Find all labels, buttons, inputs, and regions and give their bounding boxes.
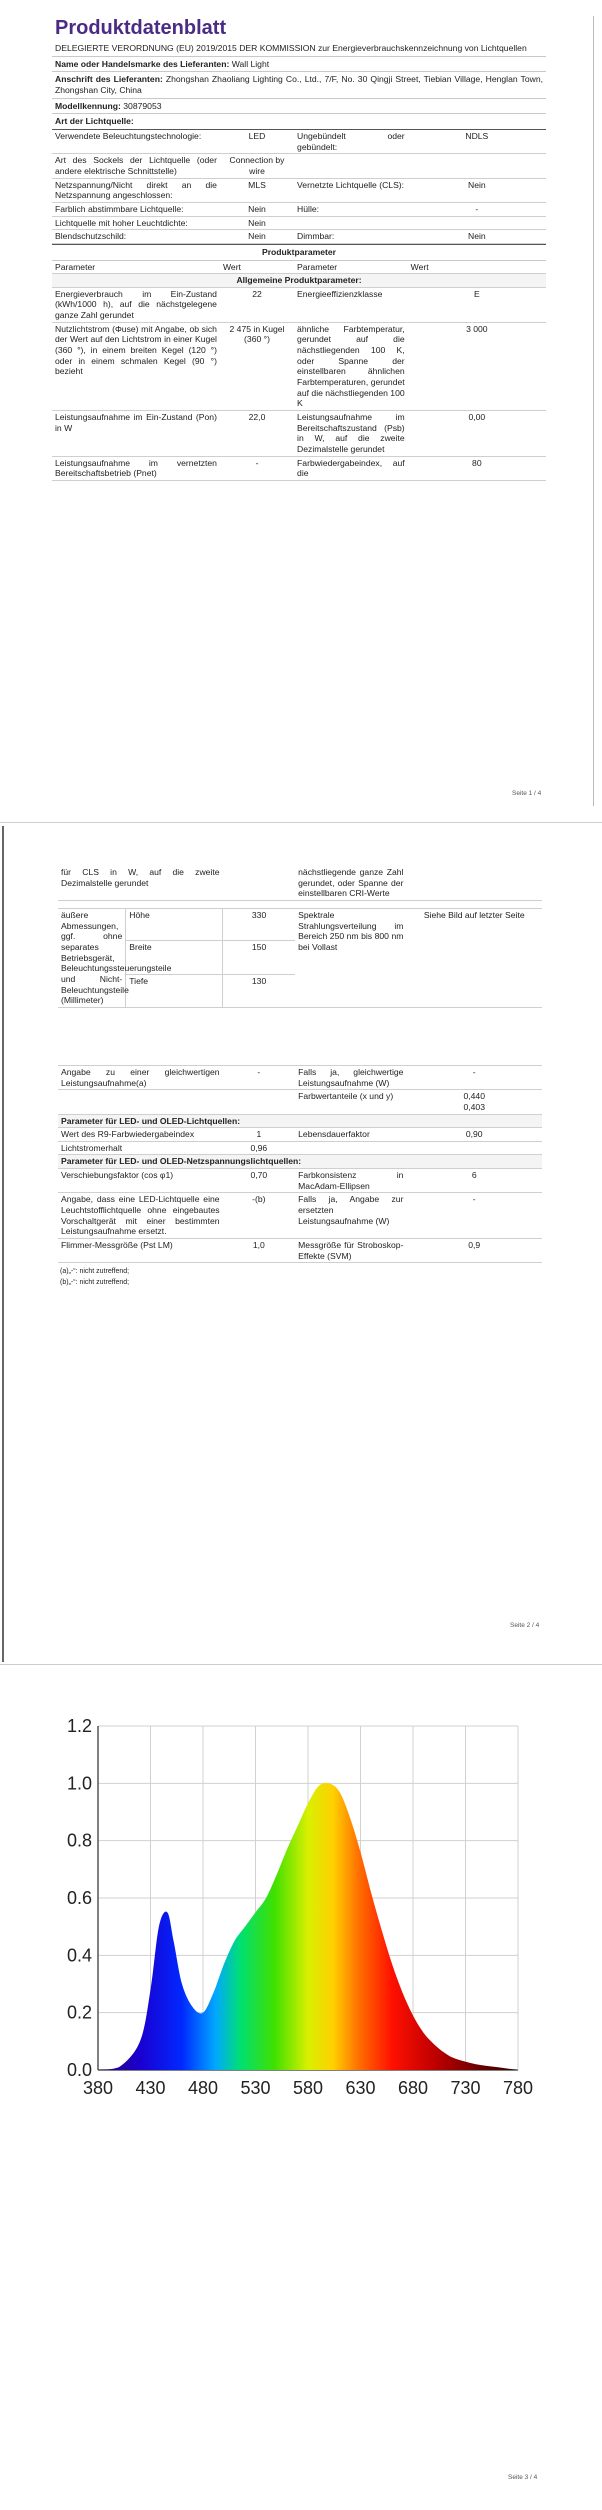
value-cell: Nein <box>220 230 294 244</box>
dimensions-table <box>58 909 542 1066</box>
table-row <box>52 322 546 410</box>
x-tick-label: 780 <box>502 2078 534 2098</box>
value-cell: NDLS <box>408 130 546 154</box>
value-cell: 0,9 <box>406 1239 542 1263</box>
y-tick-label: 0.8 <box>66 1830 92 1851</box>
value-cell: Nein <box>408 178 546 202</box>
page-separator <box>0 822 602 823</box>
value-cell: 0,90 <box>406 1128 542 1142</box>
page-2 <box>0 826 602 1662</box>
model-row <box>52 99 546 115</box>
product-params-table <box>52 261 546 481</box>
parameter-cell: Lichtquelle mit hoher Leuchtdichte: <box>52 216 220 230</box>
value-cell: - <box>408 202 546 216</box>
table-row: für CLS in W, auf die zweite Dezimalstelle gerundet nächstliegende ganze Zahl gerundet, oder Spanne der einstellbaren CRI-Werte <box>58 866 542 900</box>
value-cell: 3 000 <box>408 322 546 410</box>
value-cell: 0,440 0,403 <box>406 1090 542 1114</box>
table-row <box>58 1066 542 1090</box>
table-row <box>52 178 546 202</box>
x-tick-label: 680 <box>397 2078 429 2098</box>
address-label: Anschrift des Lieferanten: <box>55 74 163 85</box>
dimension-name: Höhe <box>126 909 223 941</box>
parameter-cell <box>294 216 408 230</box>
table-row <box>52 230 546 244</box>
value-cell: 0,96 <box>223 1141 296 1155</box>
parameter-cell: Lichtstromerhalt <box>58 1141 223 1155</box>
header-parameter: Parameter <box>294 261 408 274</box>
page-number: Seite 2 / 4 <box>510 1622 540 1629</box>
y-axis <box>67 1716 92 2080</box>
value-cell: 0,70 <box>223 1169 296 1193</box>
light-source-heading: Art der Lichtquelle: <box>52 114 546 130</box>
parameter-cell: Art des Sockels der Lichtquelle (oder andere elektrische Schnittstelle) <box>52 154 220 178</box>
value-cell <box>406 1141 542 1155</box>
parameter-cell: Hülle: <box>294 202 408 216</box>
value-cell <box>408 216 546 230</box>
dimension-value: 130 <box>223 974 296 1007</box>
table-row <box>58 1239 542 1263</box>
parameter-cell: Lebensdauerfaktor <box>295 1128 406 1142</box>
datasheet-page-2 <box>58 866 542 1288</box>
parameter-cell: Nutzlichtstrom (Φuse) mit Angabe, ob sich der Wert auf den Lichtstrom in einer Kugel (360 °), in einem breiten Kegel (120 °) oder in einem schmalen Kegel (90 °) bezieht <box>52 322 220 410</box>
led-params-heading: Parameter für LED- und OLED-Lichtquellen: <box>58 1114 542 1128</box>
page-frame <box>593 16 594 806</box>
table-row <box>52 202 546 216</box>
footnote-a: (a)„-“: nicht zutreffend; <box>60 1268 130 1276</box>
parameter-cell: Verschiebungsfaktor (cos φ1) <box>58 1169 223 1193</box>
continued-table <box>58 866 542 909</box>
spectrum-area <box>98 1783 518 2070</box>
spectral-label: Spektrale Strahlungsverteilung im Bereich 250 nm bis 800 nm bei Vollast <box>295 909 406 1007</box>
parameter-cell: Netzspannung/Nicht direkt an die Netzspannung angeschlossen: <box>52 178 220 202</box>
value-cell: - <box>406 1066 542 1090</box>
value-cell: LED <box>220 130 294 154</box>
parameter-cell: Leistungsaufnahme im Ein-Zustand (Pon) in W <box>52 411 220 457</box>
value-cell: Nein <box>220 202 294 216</box>
x-axis <box>83 2078 533 2098</box>
y-tick-label: 0.0 <box>66 2060 92 2080</box>
y-tick-label: 1.2 <box>66 1716 92 1736</box>
parameter-cell: Farbkonsistenz in MacAdam-Ellipsen <box>295 1169 406 1193</box>
parameter-cell: Leistungsaufnahme im vernetzten Bereitschaftsbetrieb (Pnet) <box>52 456 220 480</box>
table-row <box>52 411 546 457</box>
table-row <box>58 1141 542 1155</box>
dimension-name: Breite <box>126 941 223 974</box>
value-cell: - <box>220 456 294 480</box>
table-row <box>52 154 546 178</box>
value-cell: 1 <box>223 1128 296 1142</box>
page-frame <box>2 826 4 1662</box>
trade-name-label: Name oder Handelsmarke des Lieferanten: <box>55 58 230 69</box>
dimension-value: 150 <box>223 941 296 974</box>
value-cell: Nein <box>220 216 294 230</box>
parameter-cell: Vernetzte Lichtquelle (CLS): <box>294 178 408 202</box>
document-title: Produktdatenblatt <box>55 17 227 39</box>
value-cell: Nein <box>408 230 546 244</box>
table-row <box>58 909 542 941</box>
parameter-cell: Energieverbrauch im Ein-Zustand (kWh/1000 h), auf die nächstgelegene ganze Zahl gerundet <box>52 287 220 322</box>
table-row <box>52 456 546 480</box>
parameter-cell <box>295 1141 406 1155</box>
value-cell: MLS <box>220 178 294 202</box>
spacer <box>58 1007 542 1065</box>
value-cell: - <box>406 1193 542 1239</box>
header-value: Wert <box>408 261 546 274</box>
parameter-cell: Messgröße für Stroboskop-Effekte (SVM) <box>295 1239 406 1263</box>
page2-table <box>58 1066 542 1264</box>
table-row <box>52 287 546 322</box>
table-row <box>58 1090 542 1114</box>
header-parameter: Parameter <box>52 261 220 274</box>
parameter-cell: Angabe, dass eine LED-Lichtquelle eine Leuchtstofflichtquelle ohne eingebautes Vorschaltgerät mit einer bestimmten Leistungsaufnahme ersetzt. <box>58 1193 223 1239</box>
parameter-cell: Leistungsaufnahme im Bereitschaftszustand (Psb) in W, auf die zweite Dezimalstelle gerundet <box>294 411 408 457</box>
footnotes <box>60 1267 542 1288</box>
model-label: Modellkennung: <box>55 100 121 111</box>
datasheet-page-1 <box>52 16 546 481</box>
parameter-cell: Ungebündelt oder gebündelt: <box>294 130 408 154</box>
page-3 <box>0 1664 602 2510</box>
value-cell: 0,00 <box>408 411 546 457</box>
table-row <box>58 1128 542 1142</box>
x-tick-label: 430 <box>135 2078 166 2098</box>
parameter-cell: Verwendete Beleuchtungstechnologie: <box>52 130 220 154</box>
table-row <box>52 216 546 230</box>
parameter-cell: Energieeffizienzklasse <box>294 287 408 322</box>
y-tick-label: 0.6 <box>66 1888 92 1908</box>
dimension-name: Tiefe <box>126 974 223 1007</box>
model-value: 30879053 <box>123 100 162 111</box>
parameter-cell: Farbwiedergabeindex, auf die <box>294 456 408 480</box>
params-header-row <box>52 261 546 274</box>
page-1 <box>0 0 602 818</box>
address-value: Zhongshan Zhaoliang Lighting Co., Ltd., 7/F, No. 30 Qingji Street, Tiebian Village, Henglan Town, Zhongshan City, China <box>55 74 543 95</box>
value-cell: 1,0 <box>223 1239 296 1263</box>
parameter-cell: Flimmer-Messgröße (Pst LM) <box>58 1239 223 1263</box>
parameter-cell: Blendschutzschild: <box>52 230 220 244</box>
x-tick-label: 380 <box>82 2078 114 2098</box>
address-row <box>52 72 546 98</box>
parameter-cell <box>58 1090 223 1114</box>
table-row <box>58 1193 542 1239</box>
page-number: Seite 3 / 4 <box>508 2474 538 2481</box>
parameter-cell: ähnliche Farbtemperatur, gerundet auf die nächstliegenden 100 K, oder Spanne der einstellbaren ähnlichen Farbtemperaturen, gerundet auf die nächstliegenden 100 K <box>294 322 408 410</box>
product-params-heading: Produktparameter <box>52 244 546 261</box>
parameter-cell: Falls ja, Angabe zur ersetzten Leistungsaufnahme (W) <box>295 1193 406 1239</box>
parameter-cell: Wert des R9-Farbwiedergabeindex <box>58 1128 223 1142</box>
regulation-text: DELEGIERTE VERORDNUNG (EU) 2019/2015 DER KOMMISSION zur Energieverbrauchskennzeichnung von Lichtquellen <box>52 41 546 57</box>
footnote-b: (b)„-“: nicht zutreffend; <box>60 1278 130 1286</box>
x-tick-label: 530 <box>240 2078 271 2098</box>
value-cell: - <box>223 1066 296 1090</box>
table-row <box>52 130 546 154</box>
value-cell: 80 <box>408 456 546 480</box>
y-tick-label: 1.0 <box>66 1773 92 1794</box>
value-cell: 22 <box>220 287 294 322</box>
value-cell <box>223 1090 296 1114</box>
y-tick-label: 0.2 <box>66 2002 92 2023</box>
value-cell: E <box>408 287 546 322</box>
general-params-heading: Allgemeine Produktparameter: <box>52 274 546 288</box>
parameter-cell: Angabe zu einer gleichwertigen Leistungsaufnahme(a) <box>58 1066 223 1090</box>
page-number: Seite 1 / 4 <box>512 790 542 797</box>
parameter-cell: Farblich abstimmbare Lichtquelle: <box>52 202 220 216</box>
header-value: Wert <box>220 261 294 274</box>
spectrum-chart <box>40 1708 550 2128</box>
trade-name-value: Wall Light <box>231 58 270 69</box>
light-source-table <box>52 130 546 244</box>
value-cell: -(b) <box>223 1193 296 1239</box>
table-row <box>58 1169 542 1193</box>
x-tick-label: 730 <box>450 2078 481 2098</box>
value-cell <box>408 154 546 178</box>
parameter-cell: Dimmbar: <box>294 230 408 244</box>
value-cell: 22,0 <box>220 411 294 457</box>
dimension-value: 330 <box>223 909 296 941</box>
dimensions-label: äußere Abmessungen, ggf. ohne separates Betriebsgerät, Beleuchtungssteuerungsteile und Nicht-Beleuchtungsteile (Millimeter) <box>58 909 126 1007</box>
mains-params-heading: Parameter für LED- und OLED-Netzspannungslichtquellen: <box>58 1155 542 1169</box>
x-tick-label: 630 <box>345 2078 376 2098</box>
parameter-cell: Farbwertanteile (x und y) <box>295 1090 406 1114</box>
parameter-cell: Falls ja, gleichwertige Leistungsaufnahme (W) <box>295 1066 406 1090</box>
x-tick-label: 480 <box>187 2078 219 2098</box>
y-tick-label: 0.4 <box>66 1945 92 1966</box>
trade-name-row <box>52 57 546 73</box>
x-tick-label: 580 <box>292 2078 324 2098</box>
spectral-value: Siehe Bild auf letzter Seite <box>406 909 542 1007</box>
parameter-cell <box>294 154 408 178</box>
value-cell: Connection by wire <box>220 154 294 178</box>
value-cell: 6 <box>406 1169 542 1193</box>
value-cell: 2 475 in Kugel (360 °) <box>220 322 294 410</box>
